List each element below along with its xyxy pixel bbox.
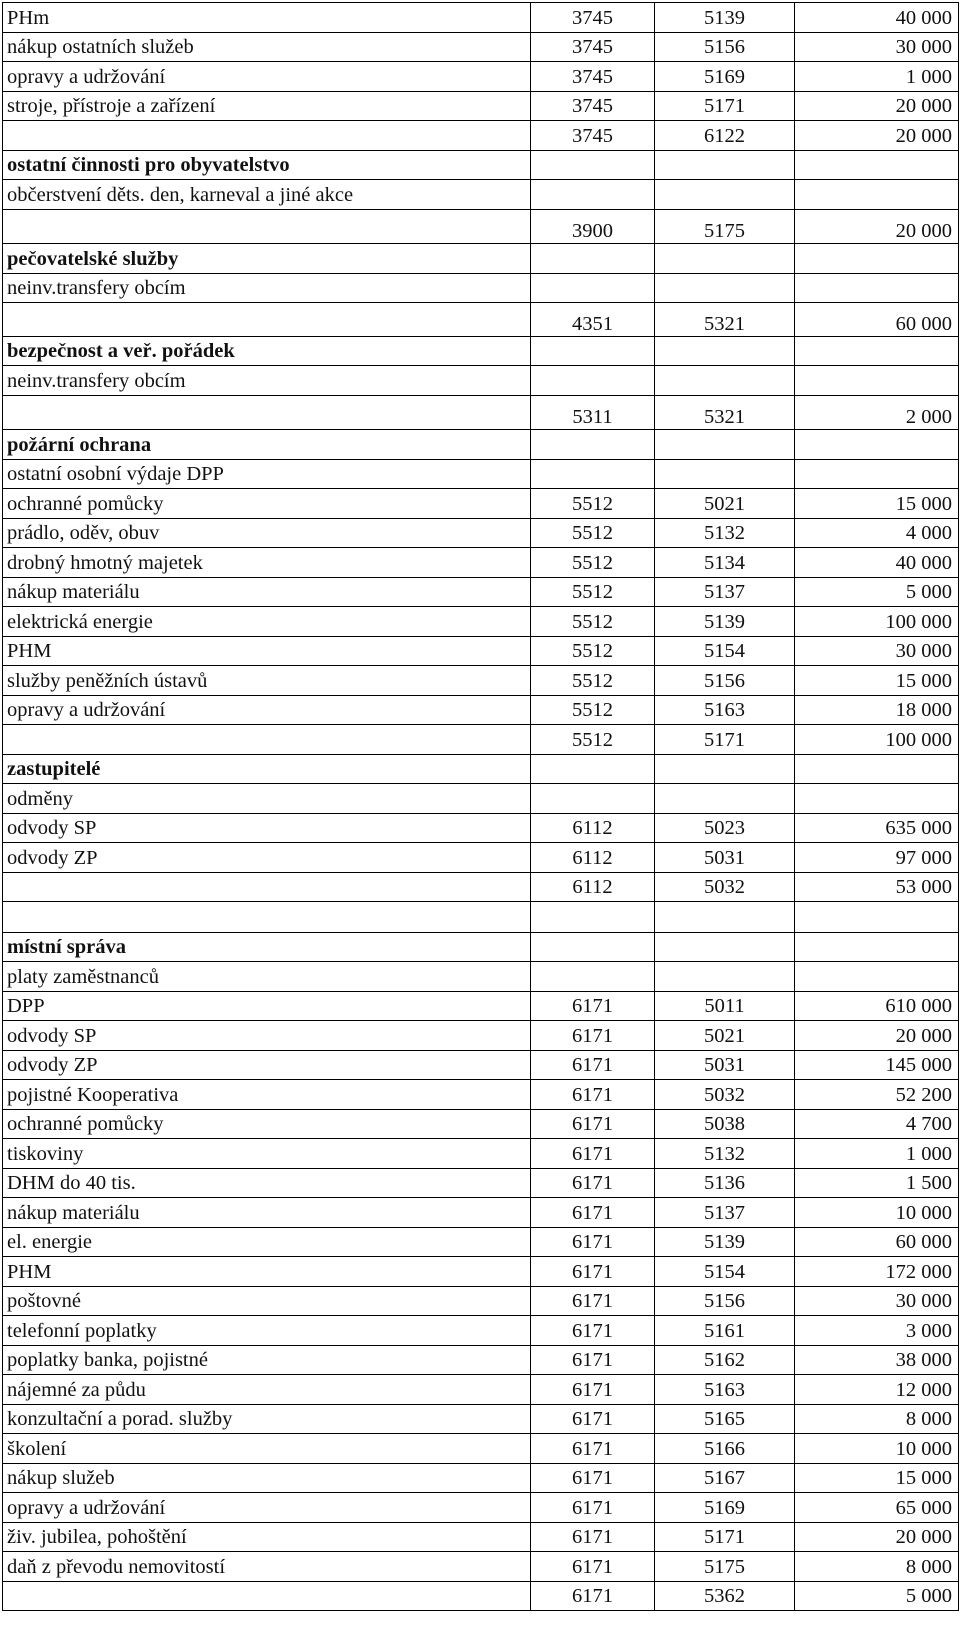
- amount-cell: [795, 430, 959, 460]
- table-row: [3, 1346, 959, 1375]
- amount-cell: 610 000: [795, 992, 959, 1021]
- amount-cell: [795, 784, 959, 814]
- paragraph-code-cell: [531, 430, 655, 460]
- table-row: [3, 460, 959, 489]
- item-code-cell: 5154: [655, 1257, 795, 1287]
- amount-cell: 172 000: [795, 1257, 959, 1287]
- row-label-cell: platy zaměstnanců: [3, 962, 531, 992]
- amount-cell: 20 000: [795, 210, 959, 244]
- item-code-cell: 5031: [655, 843, 795, 873]
- table-row: [3, 519, 959, 548]
- table-row: [3, 180, 959, 210]
- item-code-cell: 5021: [655, 489, 795, 519]
- table-row: [3, 1051, 959, 1080]
- row-label-cell: místní správa: [3, 933, 531, 962]
- paragraph-code-cell: 5512: [531, 548, 655, 578]
- paragraph-code-cell: 5512: [531, 489, 655, 519]
- amount-cell: 30 000: [795, 33, 959, 62]
- table-row: [3, 814, 959, 843]
- table-row: [3, 1169, 959, 1198]
- table-row: [3, 637, 959, 666]
- paragraph-code-cell: [531, 274, 655, 303]
- item-code-cell: 5165: [655, 1405, 795, 1434]
- amount-cell: 4 700: [795, 1110, 959, 1139]
- table-row: [3, 62, 959, 92]
- paragraph-code-cell: [531, 755, 655, 784]
- table-row: [3, 274, 959, 303]
- table-row: [3, 303, 959, 337]
- amount-cell: 2 000: [795, 396, 959, 430]
- row-label-cell: odměny: [3, 784, 531, 814]
- paragraph-code-cell: 3745: [531, 33, 655, 62]
- table-row: [3, 1523, 959, 1552]
- row-label-cell: [3, 1582, 531, 1611]
- row-label-cell: DHM do 40 tis.: [3, 1169, 531, 1198]
- paragraph-code-cell: 6171: [531, 1021, 655, 1051]
- item-code-cell: 5032: [655, 873, 795, 902]
- item-code-cell: [655, 151, 795, 180]
- amount-cell: [795, 902, 959, 933]
- item-code-cell: 5156: [655, 33, 795, 62]
- item-code-cell: 5163: [655, 696, 795, 725]
- paragraph-code-cell: 6171: [531, 1316, 655, 1346]
- paragraph-code-cell: 6171: [531, 1405, 655, 1434]
- paragraph-code-cell: 5512: [531, 725, 655, 755]
- item-code-cell: [655, 244, 795, 274]
- paragraph-code-cell: 5512: [531, 696, 655, 725]
- table-row: [3, 1257, 959, 1287]
- item-code-cell: 5156: [655, 1287, 795, 1316]
- table-row: [3, 1464, 959, 1493]
- table-row: [3, 33, 959, 62]
- row-label-cell: [3, 121, 531, 151]
- paragraph-code-cell: [531, 151, 655, 180]
- item-code-cell: 5161: [655, 1316, 795, 1346]
- row-label-cell: nákup materiálu: [3, 578, 531, 607]
- item-code-cell: 5132: [655, 519, 795, 548]
- row-label-cell: nákup ostatních služeb: [3, 33, 531, 62]
- item-code-cell: 5023: [655, 814, 795, 843]
- amount-cell: [795, 337, 959, 366]
- row-label-cell: elektrická energie: [3, 607, 531, 637]
- item-code-cell: 5137: [655, 578, 795, 607]
- amount-cell: 20 000: [795, 1021, 959, 1051]
- amount-cell: 1 000: [795, 62, 959, 92]
- item-code-cell: 5175: [655, 1552, 795, 1582]
- paragraph-code-cell: 5512: [531, 637, 655, 666]
- table-row: [3, 210, 959, 244]
- paragraph-code-cell: 6171: [531, 1110, 655, 1139]
- table-row: [3, 1228, 959, 1257]
- paragraph-code-cell: 5512: [531, 519, 655, 548]
- item-code-cell: 5132: [655, 1139, 795, 1169]
- row-label-cell: konzultační a porad. služby: [3, 1405, 531, 1434]
- paragraph-code-cell: 3745: [531, 92, 655, 121]
- item-code-cell: 5321: [655, 303, 795, 337]
- item-code-cell: 5166: [655, 1434, 795, 1464]
- item-code-cell: 5134: [655, 548, 795, 578]
- row-label-cell: PHM: [3, 1257, 531, 1287]
- row-label-cell: nájemné za půdu: [3, 1375, 531, 1405]
- paragraph-code-cell: [531, 244, 655, 274]
- paragraph-code-cell: 6171: [531, 1080, 655, 1110]
- table-row: [3, 92, 959, 121]
- budget-table: [2, 2, 959, 1611]
- section-header-row: [3, 337, 959, 366]
- table-row: [3, 607, 959, 637]
- table-row: [3, 1582, 959, 1611]
- amount-cell: 100 000: [795, 725, 959, 755]
- item-code-cell: 5137: [655, 1198, 795, 1228]
- paragraph-code-cell: [531, 962, 655, 992]
- paragraph-code-cell: 3745: [531, 121, 655, 151]
- paragraph-code-cell: 6112: [531, 843, 655, 873]
- section-header-row: [3, 430, 959, 460]
- row-label-cell: odvody SP: [3, 1021, 531, 1051]
- paragraph-code-cell: 5512: [531, 607, 655, 637]
- row-label-cell: školení: [3, 1434, 531, 1464]
- paragraph-code-cell: 6171: [531, 1523, 655, 1552]
- item-code-cell: 5171: [655, 725, 795, 755]
- row-label-cell: [3, 902, 531, 933]
- budget-table-body: [3, 3, 959, 1611]
- paragraph-code-cell: [531, 337, 655, 366]
- paragraph-code-cell: 3745: [531, 3, 655, 33]
- table-row: [3, 1198, 959, 1228]
- item-code-cell: 5167: [655, 1464, 795, 1493]
- paragraph-code-cell: [531, 902, 655, 933]
- table-row: [3, 1080, 959, 1110]
- row-label-cell: občerstvení děts. den, karneval a jiné akce: [3, 180, 531, 210]
- item-code-cell: [655, 784, 795, 814]
- row-label-cell: [3, 396, 531, 430]
- table-row: [3, 489, 959, 519]
- row-label-cell: drobný hmotný majetek: [3, 548, 531, 578]
- amount-cell: 5 000: [795, 1582, 959, 1611]
- amount-cell: 15 000: [795, 489, 959, 519]
- row-label-cell: telefonní poplatky: [3, 1316, 531, 1346]
- row-label-cell: [3, 303, 531, 337]
- amount-cell: 60 000: [795, 303, 959, 337]
- table-row: [3, 121, 959, 151]
- amount-cell: 65 000: [795, 1493, 959, 1523]
- amount-cell: 20 000: [795, 121, 959, 151]
- item-code-cell: 5171: [655, 1523, 795, 1552]
- section-header-row: [3, 244, 959, 274]
- row-label-cell: poplatky banka, pojistné: [3, 1346, 531, 1375]
- paragraph-code-cell: 6171: [531, 1051, 655, 1080]
- table-row: [3, 1552, 959, 1582]
- paragraph-code-cell: 5512: [531, 666, 655, 696]
- table-row: [3, 3, 959, 33]
- row-label-cell: neinv.transfery obcím: [3, 366, 531, 396]
- amount-cell: 20 000: [795, 92, 959, 121]
- amount-cell: [795, 460, 959, 489]
- amount-cell: 40 000: [795, 548, 959, 578]
- row-label-cell: prádlo, oděv, obuv: [3, 519, 531, 548]
- table-row: [3, 366, 959, 396]
- amount-cell: [795, 933, 959, 962]
- amount-cell: 15 000: [795, 666, 959, 696]
- row-label-cell: nákup materiálu: [3, 1198, 531, 1228]
- amount-cell: 97 000: [795, 843, 959, 873]
- item-code-cell: 5175: [655, 210, 795, 244]
- item-code-cell: 5156: [655, 666, 795, 696]
- amount-cell: [795, 244, 959, 274]
- item-code-cell: [655, 933, 795, 962]
- paragraph-code-cell: 6112: [531, 814, 655, 843]
- row-label-cell: ochranné pomůcky: [3, 1110, 531, 1139]
- amount-cell: 1 500: [795, 1169, 959, 1198]
- paragraph-code-cell: 6171: [531, 1552, 655, 1582]
- row-label-cell: služby peněžních ústavů: [3, 666, 531, 696]
- item-code-cell: [655, 274, 795, 303]
- amount-cell: 12 000: [795, 1375, 959, 1405]
- amount-cell: 60 000: [795, 1228, 959, 1257]
- amount-cell: 100 000: [795, 607, 959, 637]
- paragraph-code-cell: 6171: [531, 1228, 655, 1257]
- item-code-cell: 5011: [655, 992, 795, 1021]
- amount-cell: [795, 962, 959, 992]
- amount-cell: [795, 274, 959, 303]
- item-code-cell: 5031: [655, 1051, 795, 1080]
- amount-cell: 8 000: [795, 1552, 959, 1582]
- table-row: [3, 873, 959, 902]
- table-row: [3, 1021, 959, 1051]
- table-row: [3, 1110, 959, 1139]
- row-label-cell: požární ochrana: [3, 430, 531, 460]
- item-code-cell: 5136: [655, 1169, 795, 1198]
- table-row: [3, 1434, 959, 1464]
- amount-cell: 3 000: [795, 1316, 959, 1346]
- amount-cell: 38 000: [795, 1346, 959, 1375]
- item-code-cell: 5162: [655, 1346, 795, 1375]
- row-label-cell: ochranné pomůcky: [3, 489, 531, 519]
- item-code-cell: [655, 755, 795, 784]
- paragraph-code-cell: 6171: [531, 1346, 655, 1375]
- row-label-cell: DPP: [3, 992, 531, 1021]
- table-row: [3, 1287, 959, 1316]
- amount-cell: [795, 366, 959, 396]
- table-row: [3, 784, 959, 814]
- paragraph-code-cell: 6171: [531, 1582, 655, 1611]
- amount-cell: 10 000: [795, 1198, 959, 1228]
- item-code-cell: 5139: [655, 3, 795, 33]
- item-code-cell: 5321: [655, 396, 795, 430]
- paragraph-code-cell: 6171: [531, 1257, 655, 1287]
- item-code-cell: [655, 366, 795, 396]
- section-header-row: [3, 151, 959, 180]
- row-label-cell: pečovatelské služby: [3, 244, 531, 274]
- row-label-cell: stroje, přístroje a zařízení: [3, 92, 531, 121]
- row-label-cell: [3, 725, 531, 755]
- amount-cell: 4 000: [795, 519, 959, 548]
- amount-cell: 145 000: [795, 1051, 959, 1080]
- paragraph-code-cell: 5311: [531, 396, 655, 430]
- item-code-cell: 5362: [655, 1582, 795, 1611]
- amount-cell: [795, 180, 959, 210]
- item-code-cell: 5171: [655, 92, 795, 121]
- paragraph-code-cell: 6171: [531, 1287, 655, 1316]
- row-label-cell: živ. jubilea, pohoštění: [3, 1523, 531, 1552]
- row-label-cell: PHm: [3, 3, 531, 33]
- paragraph-code-cell: 3900: [531, 210, 655, 244]
- row-label-cell: nákup služeb: [3, 1464, 531, 1493]
- table-row: [3, 396, 959, 430]
- row-label-cell: poštovné: [3, 1287, 531, 1316]
- amount-cell: 1 000: [795, 1139, 959, 1169]
- paragraph-code-cell: 6171: [531, 1493, 655, 1523]
- item-code-cell: 5154: [655, 637, 795, 666]
- row-label-cell: ostatní činnosti pro obyvatelstvo: [3, 151, 531, 180]
- item-code-cell: [655, 962, 795, 992]
- row-label-cell: [3, 873, 531, 902]
- row-label-cell: daň z převodu nemovitostí: [3, 1552, 531, 1582]
- amount-cell: 5 000: [795, 578, 959, 607]
- row-label-cell: el. energie: [3, 1228, 531, 1257]
- table-row: [3, 696, 959, 725]
- table-row: [3, 1493, 959, 1523]
- table-row: [3, 843, 959, 873]
- amount-cell: [795, 755, 959, 784]
- row-label-cell: zastupitelé: [3, 755, 531, 784]
- amount-cell: 635 000: [795, 814, 959, 843]
- item-code-cell: 5032: [655, 1080, 795, 1110]
- table-row: [3, 578, 959, 607]
- row-label-cell: ostatní osobní výdaje DPP: [3, 460, 531, 489]
- row-label-cell: bezpečnost a veř. pořádek: [3, 337, 531, 366]
- item-code-cell: 5021: [655, 1021, 795, 1051]
- table-row: [3, 902, 959, 933]
- row-label-cell: opravy a udržování: [3, 696, 531, 725]
- amount-cell: 52 200: [795, 1080, 959, 1110]
- paragraph-code-cell: [531, 366, 655, 396]
- paragraph-code-cell: 6171: [531, 1139, 655, 1169]
- row-label-cell: tiskoviny: [3, 1139, 531, 1169]
- amount-cell: 10 000: [795, 1434, 959, 1464]
- item-code-cell: [655, 902, 795, 933]
- item-code-cell: 6122: [655, 121, 795, 151]
- amount-cell: 53 000: [795, 873, 959, 902]
- item-code-cell: 5163: [655, 1375, 795, 1405]
- paragraph-code-cell: 6171: [531, 1169, 655, 1198]
- paragraph-code-cell: 6171: [531, 1434, 655, 1464]
- item-code-cell: [655, 460, 795, 489]
- amount-cell: 20 000: [795, 1523, 959, 1552]
- table-row: [3, 1139, 959, 1169]
- row-label-cell: odvody ZP: [3, 1051, 531, 1080]
- paragraph-code-cell: 6171: [531, 992, 655, 1021]
- amount-cell: 8 000: [795, 1405, 959, 1434]
- section-header-row: [3, 755, 959, 784]
- paragraph-code-cell: 6171: [531, 1464, 655, 1493]
- row-label-cell: opravy a udržování: [3, 62, 531, 92]
- amount-cell: 30 000: [795, 1287, 959, 1316]
- item-code-cell: 5139: [655, 1228, 795, 1257]
- table-row: [3, 548, 959, 578]
- table-row: [3, 725, 959, 755]
- table-row: [3, 1316, 959, 1346]
- row-label-cell: [3, 210, 531, 244]
- item-code-cell: [655, 180, 795, 210]
- paragraph-code-cell: [531, 784, 655, 814]
- table-row: [3, 992, 959, 1021]
- table-row: [3, 1375, 959, 1405]
- section-header-row: [3, 933, 959, 962]
- row-label-cell: PHM: [3, 637, 531, 666]
- table-row: [3, 666, 959, 696]
- paragraph-code-cell: 4351: [531, 303, 655, 337]
- item-code-cell: [655, 337, 795, 366]
- table-row: [3, 962, 959, 992]
- paragraph-code-cell: 6112: [531, 873, 655, 902]
- item-code-cell: 5169: [655, 62, 795, 92]
- item-code-cell: 5169: [655, 1493, 795, 1523]
- amount-cell: 15 000: [795, 1464, 959, 1493]
- item-code-cell: 5139: [655, 607, 795, 637]
- amount-cell: 30 000: [795, 637, 959, 666]
- amount-cell: 40 000: [795, 3, 959, 33]
- row-label-cell: neinv.transfery obcím: [3, 274, 531, 303]
- paragraph-code-cell: 5512: [531, 578, 655, 607]
- paragraph-code-cell: 3745: [531, 62, 655, 92]
- paragraph-code-cell: [531, 460, 655, 489]
- amount-cell: 18 000: [795, 696, 959, 725]
- paragraph-code-cell: 6171: [531, 1198, 655, 1228]
- paragraph-code-cell: [531, 933, 655, 962]
- paragraph-code-cell: 6171: [531, 1375, 655, 1405]
- amount-cell: [795, 151, 959, 180]
- item-code-cell: 5038: [655, 1110, 795, 1139]
- table-row: [3, 1405, 959, 1434]
- item-code-cell: [655, 430, 795, 460]
- row-label-cell: odvody SP: [3, 814, 531, 843]
- row-label-cell: odvody ZP: [3, 843, 531, 873]
- row-label-cell: pojistné Kooperativa: [3, 1080, 531, 1110]
- row-label-cell: opravy a udržování: [3, 1493, 531, 1523]
- paragraph-code-cell: [531, 180, 655, 210]
